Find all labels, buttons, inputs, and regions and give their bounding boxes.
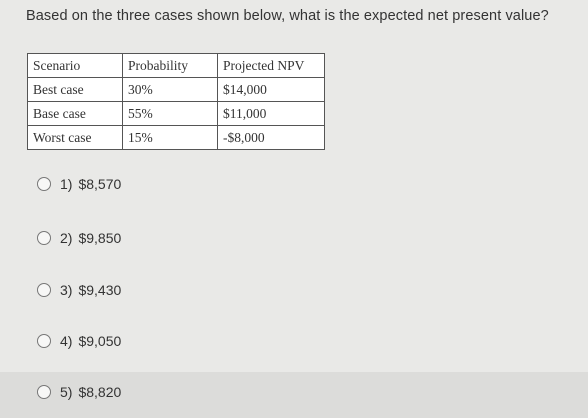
- cell-probability: 15%: [123, 126, 218, 150]
- option-label: $9,850: [78, 230, 122, 246]
- radio-button[interactable]: [37, 177, 51, 191]
- radio-button[interactable]: [37, 283, 51, 297]
- answer-option-4[interactable]: [37, 333, 121, 349]
- radio-button[interactable]: [37, 334, 51, 348]
- cell-probability: 30%: [123, 78, 218, 102]
- answer-option-2[interactable]: [37, 230, 121, 246]
- table-row: [28, 126, 325, 150]
- option-label: $8,570: [78, 176, 122, 192]
- radio-button[interactable]: [37, 385, 51, 399]
- option-number: 5): [60, 384, 73, 400]
- radio-button[interactable]: [37, 231, 51, 245]
- cell-npv: $14,000: [218, 78, 325, 102]
- option-number: 2): [60, 230, 73, 246]
- cases-table: [27, 53, 325, 150]
- header-projected-npv: Projected NPV: [218, 54, 325, 78]
- cell-scenario: Best case: [28, 78, 123, 102]
- option-number: 1): [60, 176, 73, 192]
- option-label: $8,820: [78, 384, 122, 400]
- cell-npv: $11,000: [218, 102, 325, 126]
- header-scenario: Scenario: [28, 54, 123, 78]
- header-probability: Probability: [123, 54, 218, 78]
- answer-option-1[interactable]: [37, 176, 121, 192]
- option-label: $9,050: [78, 333, 122, 349]
- option-number: 3): [60, 282, 73, 298]
- cell-scenario: Base case: [28, 102, 123, 126]
- option-number: 4): [60, 333, 73, 349]
- table-header-row: [28, 54, 325, 78]
- question-text: Based on the three cases shown below, what is the expected net present value?: [26, 8, 549, 24]
- cell-scenario: Worst case: [28, 126, 123, 150]
- cell-npv: -$8,000: [218, 126, 325, 150]
- answer-option-3[interactable]: [37, 282, 121, 298]
- answer-option-5[interactable]: [37, 384, 121, 400]
- table-row: [28, 78, 325, 102]
- table-row: [28, 102, 325, 126]
- cell-probability: 55%: [123, 102, 218, 126]
- option-label: $9,430: [78, 282, 122, 298]
